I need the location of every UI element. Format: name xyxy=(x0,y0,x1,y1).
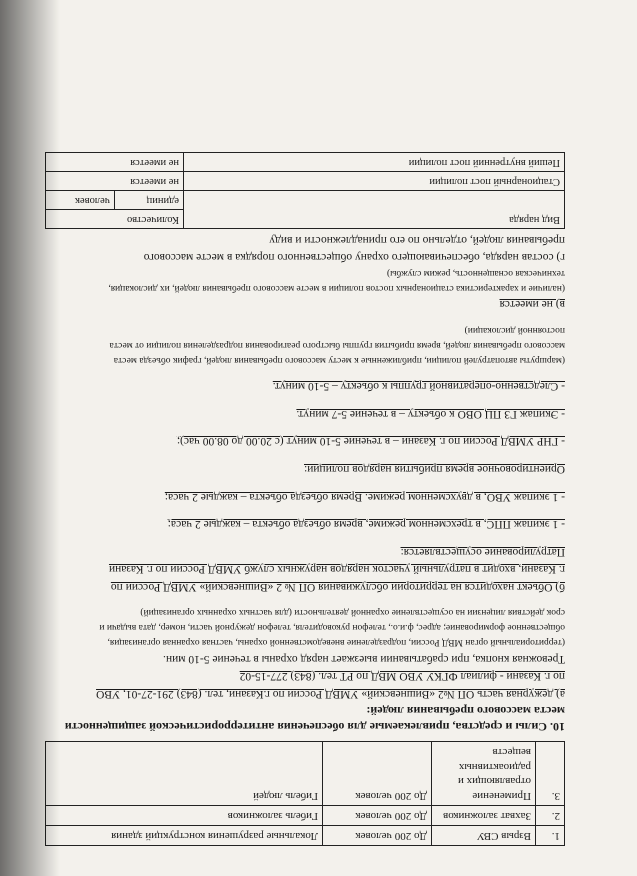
table-cell: Захват заложников xyxy=(432,806,536,826)
table-cell: До 200 человек xyxy=(323,806,432,826)
table-cell: До 200 человек xyxy=(323,826,432,846)
table-cell: 2. xyxy=(536,806,565,826)
threat-table xyxy=(45,741,565,846)
text-line: Патрулирование осуществляется: xyxy=(400,545,565,558)
note-text: срок действия лицензии на осуществление охранной деятельности (для частных охранных организаций) xyxy=(140,607,565,618)
text-line: - Экипаж ГЗ ПЦ ОВО к объекту – в течение 5-7 минут. xyxy=(296,407,565,420)
patrol-table xyxy=(45,152,565,230)
table-cell: 1. xyxy=(536,826,565,846)
section-title: 10. Силы и средства, привлекаемые для обеспечения антитеррористической защищенности места массового пребывания людей: xyxy=(64,703,565,734)
table-row xyxy=(46,171,565,190)
table-cell: До 200 человек xyxy=(323,741,432,805)
table-row xyxy=(46,152,565,171)
note-text: (маршруты автопатрулей полиции, приближенные к месту массового пребывания людей, график объезда места xyxy=(113,354,565,365)
text-line: по г. Казани - филиал ФГКУ УВО МВД по РТ тел. (843) 277-15-02 xyxy=(239,670,565,683)
table-row xyxy=(46,741,565,805)
header-units: единиц xyxy=(115,190,184,209)
table-cell: Применение отравляющих и радиоактивных веществ xyxy=(432,741,536,805)
document-content xyxy=(45,152,565,846)
note-text: (наличие и характеристика стационарных постов полиции в месте массового пребывания людей, их дислокация, xyxy=(108,282,565,293)
header-qty: Количество xyxy=(46,210,184,229)
text-line: Тревожная кнопка, при срабатывании выезжает наряд охраны в течение 5-10 мин. xyxy=(163,652,565,665)
text-line: - ГНР УМВД России по г. Казани – в течение 5-10 минут (с 20.00 до 08.00 час); xyxy=(176,435,565,448)
text-line: в) не имеется xyxy=(499,298,565,311)
table-cell: Взрыв СВУ xyxy=(432,826,536,846)
header-people: человек xyxy=(46,190,115,209)
note-text: массового пребывания людей, время прибытия группы быстрого реагирования подразделения полиции от места xyxy=(109,340,565,351)
note-text: (территориальный орган МВД России, подразделение вневедомственной охраны, частная охранная организация, xyxy=(107,637,565,648)
note-text: техническая оснащенность, режим службы) xyxy=(386,268,565,279)
table-cell: Локальные разрушения конструкций здания xyxy=(46,826,323,846)
table-cell: Пеший внутренний пост полиции xyxy=(184,152,565,171)
table-cell: 3. xyxy=(536,741,565,805)
text-line: пребывания людей, отдельно по его принадлежности и виду xyxy=(269,233,565,246)
table-row xyxy=(46,826,565,846)
text-line: - Следственно-оперативной группы к объекту – 5-10 минут. xyxy=(272,380,565,393)
table-cell: не имеется xyxy=(46,171,184,190)
table-row xyxy=(46,806,565,826)
note-text: общественное формирование; адрес, ф.и.о., телефон руководителя, телефон дежурной части, номер, дата выдачи и xyxy=(99,622,565,633)
text-line: б) Объект находится на территории обслуживания ОП № 2 «Вишневский» УМВД России по xyxy=(110,580,565,593)
text-line: г. Казани, входит в патрульный участок нарядов наружных служб УМВД России по г. Казани xyxy=(108,563,565,576)
text-line: - 1 экипаж ППС, в трехсменном режиме, время объезда объекта – каждые 2 часа; xyxy=(167,518,565,531)
text-line: а) дежурная часть ОП №2 «Вишневский» УМВД России по г.Казани, тел. (843) 291-27-01, УВО xyxy=(96,687,565,700)
header-kind: Вид наряда xyxy=(184,190,565,228)
table-cell: Гибель заложников xyxy=(46,806,323,826)
table-cell: Гибель людей xyxy=(46,741,323,805)
table-row xyxy=(46,210,565,229)
table-cell: Стационарный пост полиции xyxy=(184,171,565,190)
text-line: Ориентировочное время прибытия нарядов полиции: xyxy=(304,463,565,475)
text-line: г) состав наряда, обеспечивающего охрану общественного порядка в месте массового xyxy=(143,251,565,264)
note-text: постоянной дислокации) xyxy=(464,325,565,336)
text-line: - 1 экипаж УВО, в двухсменном режиме. Время объезда объекта – каждые 2 часа; xyxy=(164,490,565,503)
table-cell: не имеется xyxy=(46,152,184,171)
